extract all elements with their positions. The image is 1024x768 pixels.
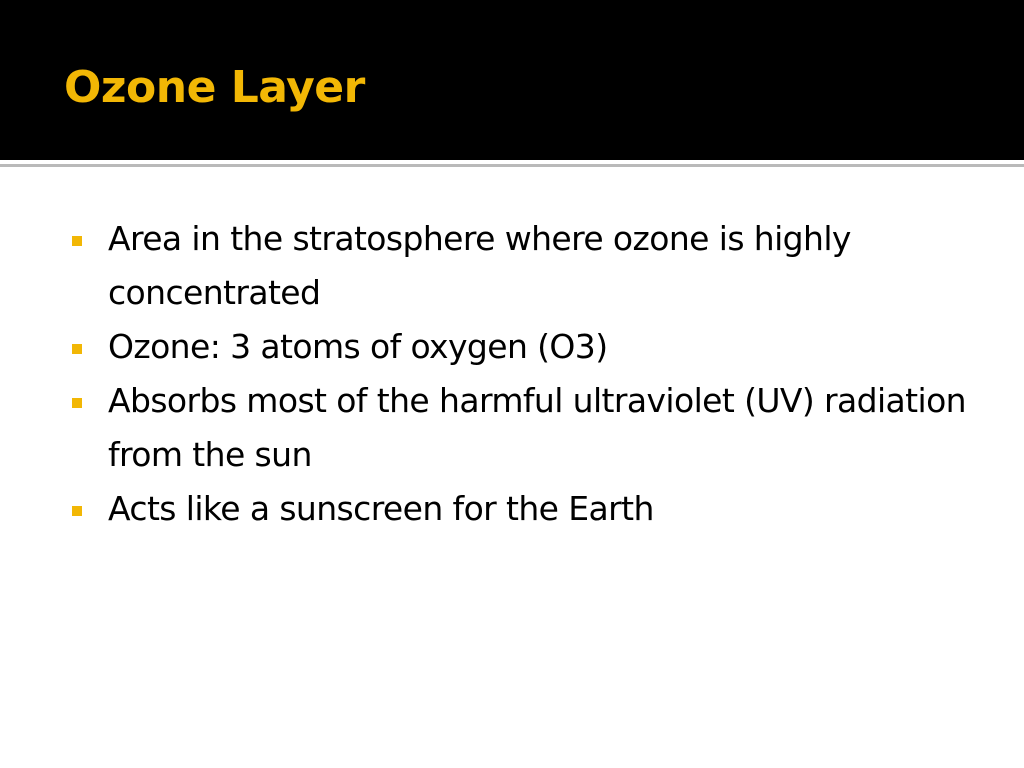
title-divider: [0, 164, 1024, 167]
bullet-text: Area in the stratosphere where ozone is highly concentrated: [108, 219, 851, 312]
title-bar: [0, 0, 1024, 160]
square-bullet-icon: [72, 344, 82, 354]
bullet-list: [72, 212, 972, 536]
bullet-item: [72, 482, 972, 536]
bullet-item: [72, 374, 972, 482]
square-bullet-icon: [72, 236, 82, 246]
square-bullet-icon: [72, 398, 82, 408]
bullet-item: [72, 212, 972, 320]
bullet-text: Acts like a sunscreen for the Earth: [108, 489, 654, 528]
bullet-text: Absorbs most of the harmful ultraviolet (UV) radiation from the sun: [108, 381, 966, 474]
bullet-text: Ozone: 3 atoms of oxygen (O3): [108, 327, 608, 366]
square-bullet-icon: [72, 506, 82, 516]
bullet-item: [72, 320, 972, 374]
slide-title: Ozone Layer: [64, 62, 365, 113]
